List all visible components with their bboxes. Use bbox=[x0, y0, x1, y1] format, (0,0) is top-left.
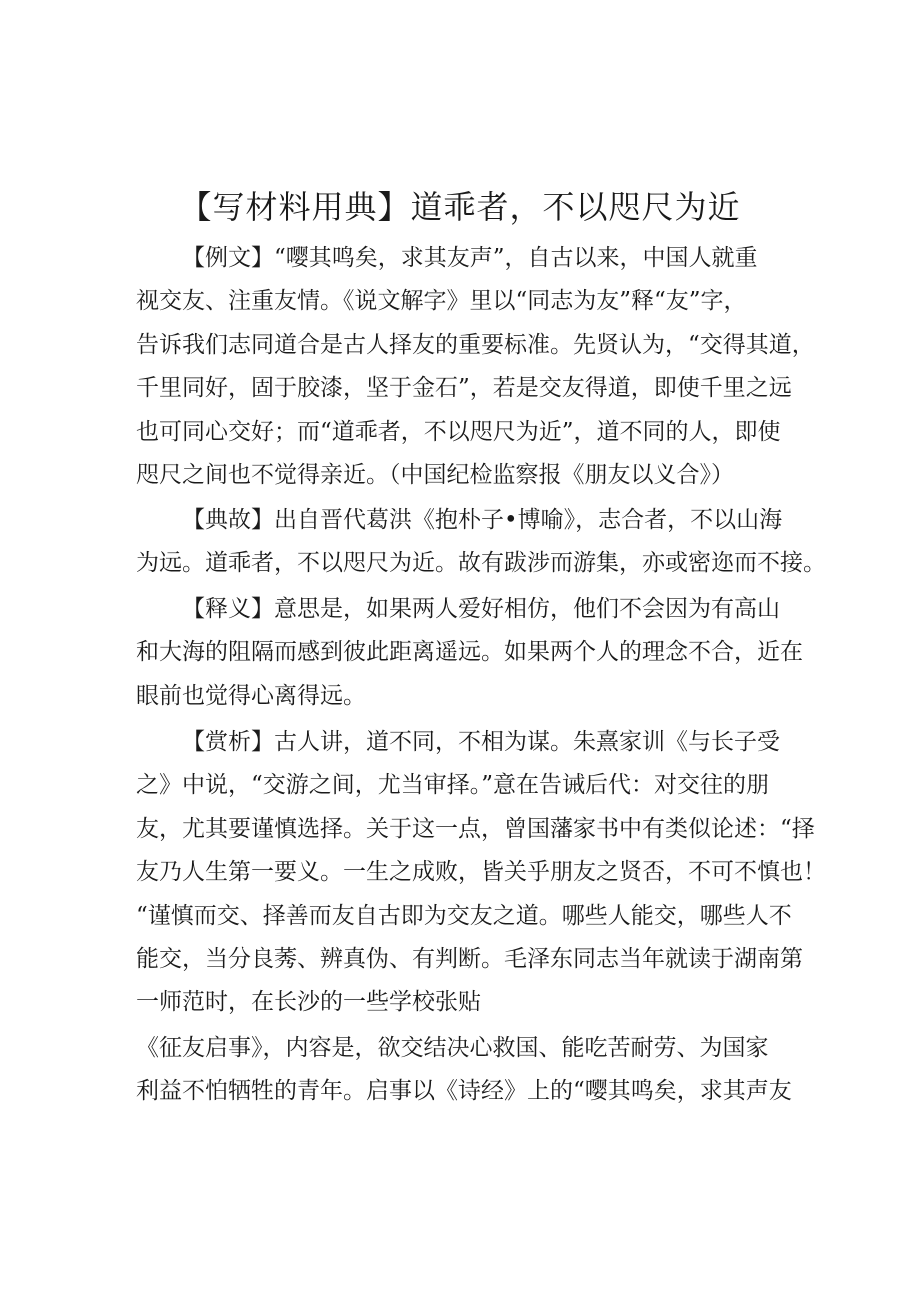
analysis-line: 之》中说，“交游之间，尤当审择。”意在告诫后代：对交往的朋 bbox=[136, 772, 770, 799]
continuation-paragraph bbox=[136, 1027, 800, 1114]
document-title: 【写材料用典】道乖者，不以咫尺为近 bbox=[179, 188, 741, 226]
allusion-line: 【典故】出自晋代葛洪《抱朴子•博喻》，志合者，不以山海 bbox=[182, 507, 783, 533]
meaning-line: 【释义】意思是，如果两人爱好相仿，他们不会因为有高山 bbox=[182, 596, 780, 622]
example-line: 告诉我们志同道合是古人择友的重要标准。先贤认为，“交得其道， bbox=[136, 331, 815, 358]
analysis-line: 一师范时，在长沙的一些学校张贴 bbox=[136, 989, 481, 1016]
continuation-line: 《征友启事》，内容是，欲交结决心救国、能吃苦耐劳、为国家 bbox=[136, 1035, 769, 1061]
allusion-paragraph bbox=[136, 499, 826, 586]
example-line: 视交友、注重友情。《说文解字》里以“同志为友”释“友”字， bbox=[136, 288, 747, 315]
allusion-line: 为远。道乖者，不以咫尺为近。故有跋涉而游集，亦或密迩而不接。 bbox=[136, 550, 826, 577]
meaning-line: 和大海的阻隔而感到彼此距离遥远。如果两个人的理念不合，近在 bbox=[136, 639, 803, 666]
analysis-paragraph bbox=[136, 721, 826, 1025]
analysis-line: 友乃人生第一要义。一生之成败，皆关乎朋友之贤否，不可不慎也！ bbox=[136, 859, 826, 886]
example-paragraph bbox=[136, 237, 815, 497]
example-line: 【例文】“嘤其鸣矣，求其友声”，自古以来，中国人就重 bbox=[182, 245, 758, 271]
continuation-line: 利益不怕牺牲的青年。启事以《诗经》上的“嘤其鸣矣，求其声友 bbox=[136, 1078, 792, 1105]
example-line: 千里同好，固于胶漆，坚于金石”，若是交友得道，即使千里之远 bbox=[136, 375, 792, 402]
analysis-line: “谨慎而交、择善而友自古即为交友之道。哪些人能交，哪些人不 bbox=[136, 902, 792, 929]
meaning-line: 眼前也觉得心离得远。 bbox=[136, 682, 366, 709]
example-line: 也可同心交好；而“道乖者，不以咫尺为近”，道不同的人，即使 bbox=[136, 418, 781, 445]
example-line: 咫尺之间也不觉得亲近。（中国纪检监察报《朋友以义合》） bbox=[136, 462, 734, 489]
analysis-line: 友，尤其要谨慎选择。关于这一点，曾国藩家书中有类似论述：“择 bbox=[136, 815, 815, 842]
meaning-paragraph bbox=[136, 588, 803, 718]
analysis-line: 能交，当分良莠、辨真伪、有判断。毛泽东同志当年就读于湖南第 bbox=[136, 946, 803, 973]
analysis-line: 【赏析】古人讲，道不同，不相为谋。朱熹家训《与长子受 bbox=[182, 729, 780, 755]
